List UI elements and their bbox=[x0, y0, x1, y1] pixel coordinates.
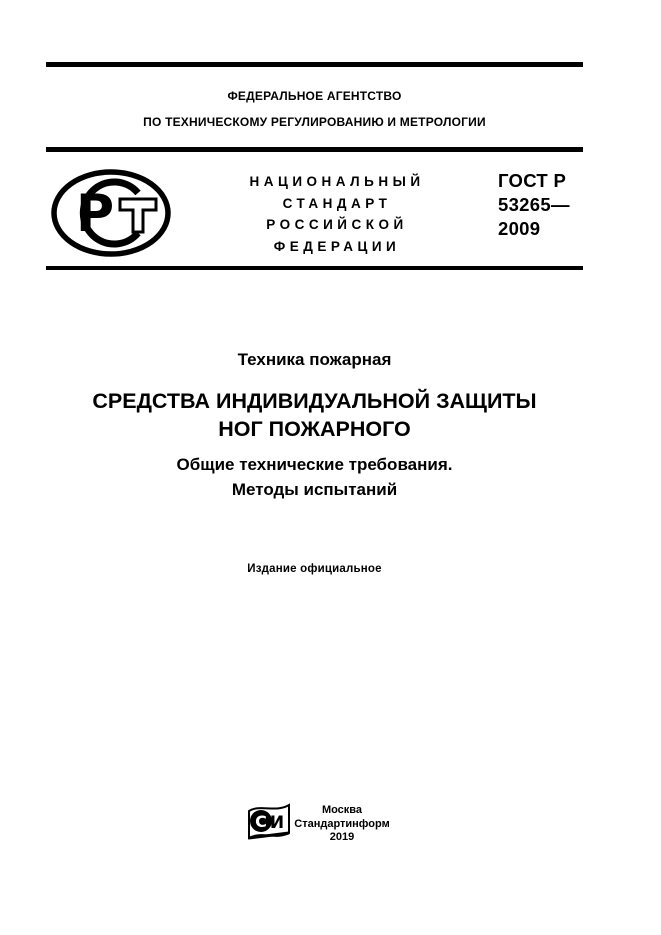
imprint bbox=[286, 804, 398, 845]
imprint-city: Москва bbox=[321, 804, 363, 816]
lower-rule bbox=[46, 266, 583, 270]
title-main bbox=[46, 387, 583, 443]
designation-line: 53265— bbox=[498, 194, 570, 215]
standard-designation bbox=[498, 169, 570, 241]
edition-note: Издание официальное bbox=[247, 563, 382, 575]
top-rule bbox=[46, 62, 583, 67]
imprint-publisher: Стандартинформ bbox=[294, 817, 390, 830]
rst-p-letter: Р bbox=[76, 184, 115, 244]
si-i-letter: И bbox=[269, 813, 285, 833]
imprint-year: 2019 bbox=[329, 831, 355, 843]
designation-line: 2009 bbox=[498, 218, 541, 239]
standard-kind-line: РОССИЙСКОЙ bbox=[266, 217, 408, 232]
title-subtitle bbox=[46, 452, 583, 502]
agency-line2: ПО ТЕХНИЧЕСКОМУ РЕГУЛИРОВАНИЮ И МЕТРОЛОГИИ bbox=[143, 115, 486, 129]
rst-t-shape bbox=[120, 199, 156, 232]
standard-kind-line: ФЕДЕРАЦИИ bbox=[273, 238, 401, 254]
title-main-line1: СРЕДСТВА ИНДИВИДУАЛЬНОЙ ЗАЩИТЫ bbox=[92, 389, 537, 413]
standard-kind-line: НАЦИОНАЛЬНЫЙ bbox=[249, 174, 425, 189]
title-group: Техника пожарная bbox=[237, 350, 392, 369]
rst-mark-svg bbox=[50, 168, 172, 258]
si-c-letter: С bbox=[255, 812, 267, 831]
standard-kind bbox=[172, 171, 502, 257]
designation-line: ГОСТ Р bbox=[498, 170, 567, 191]
title-subtitle-line1: Общие технические требования. bbox=[176, 455, 453, 474]
agency-header bbox=[46, 83, 583, 135]
title-subtitle-line2: Методы испытаний bbox=[231, 480, 398, 499]
standard-kind-line: СТАНДАРТ bbox=[282, 195, 392, 211]
middle-rule bbox=[46, 147, 583, 152]
rst-mark-icon bbox=[50, 168, 172, 258]
agency-line1: ФЕДЕРАЛЬНОЕ АГЕНТСТВО bbox=[227, 89, 402, 103]
title-main-line2: НОГ ПОЖАРНОГО bbox=[218, 417, 411, 441]
